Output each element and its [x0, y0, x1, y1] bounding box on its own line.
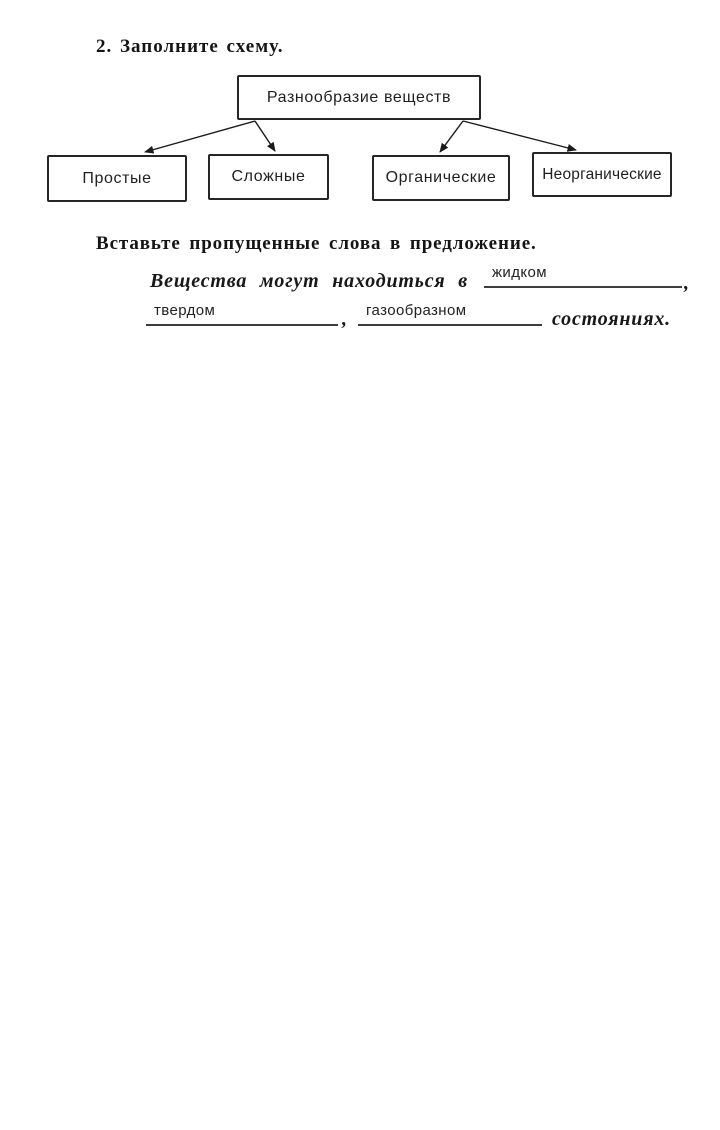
sentence-stem: Вещества могут находиться в — [150, 270, 469, 292]
sentence-tail: состояниях. — [552, 308, 671, 330]
blank-1-answer: жидком — [492, 264, 547, 281]
diagram-child-label: Органические — [385, 169, 497, 186]
comma-after-blank-1: , — [684, 272, 690, 294]
task-number-title: 2. Заполните схему. — [96, 36, 284, 57]
blank-line-2 — [146, 302, 338, 326]
diagram-child-label: Неорганические — [542, 165, 662, 183]
blank-line-3 — [358, 302, 542, 326]
blank-2-answer: твердом — [154, 302, 216, 319]
comma-after-blank-2: , — [342, 308, 348, 330]
blank-3-answer: газообразном — [366, 302, 467, 319]
blank-line-1 — [484, 264, 682, 288]
scheme-diagram — [0, 0, 720, 220]
diagram-child-box-inorganic — [532, 152, 672, 197]
diagram-child-box-simple — [47, 155, 187, 202]
arrow-root-to-complex — [255, 121, 275, 151]
instruction-text: Вставьте пропущенные слова в предложение. — [96, 233, 537, 254]
diagram-root-label: Разнообразие веществ — [266, 88, 452, 106]
arrow-root-to-inorganic — [463, 121, 576, 150]
diagram-child-label: Простые — [82, 169, 152, 187]
diagram-root-box — [237, 75, 481, 120]
arrow-root-to-simple — [145, 121, 255, 152]
diagram-child-box-organic — [372, 155, 510, 201]
diagram-child-label: Сложные — [231, 168, 306, 185]
diagram-child-box-complex — [208, 154, 329, 200]
arrow-root-to-organic — [440, 121, 463, 152]
